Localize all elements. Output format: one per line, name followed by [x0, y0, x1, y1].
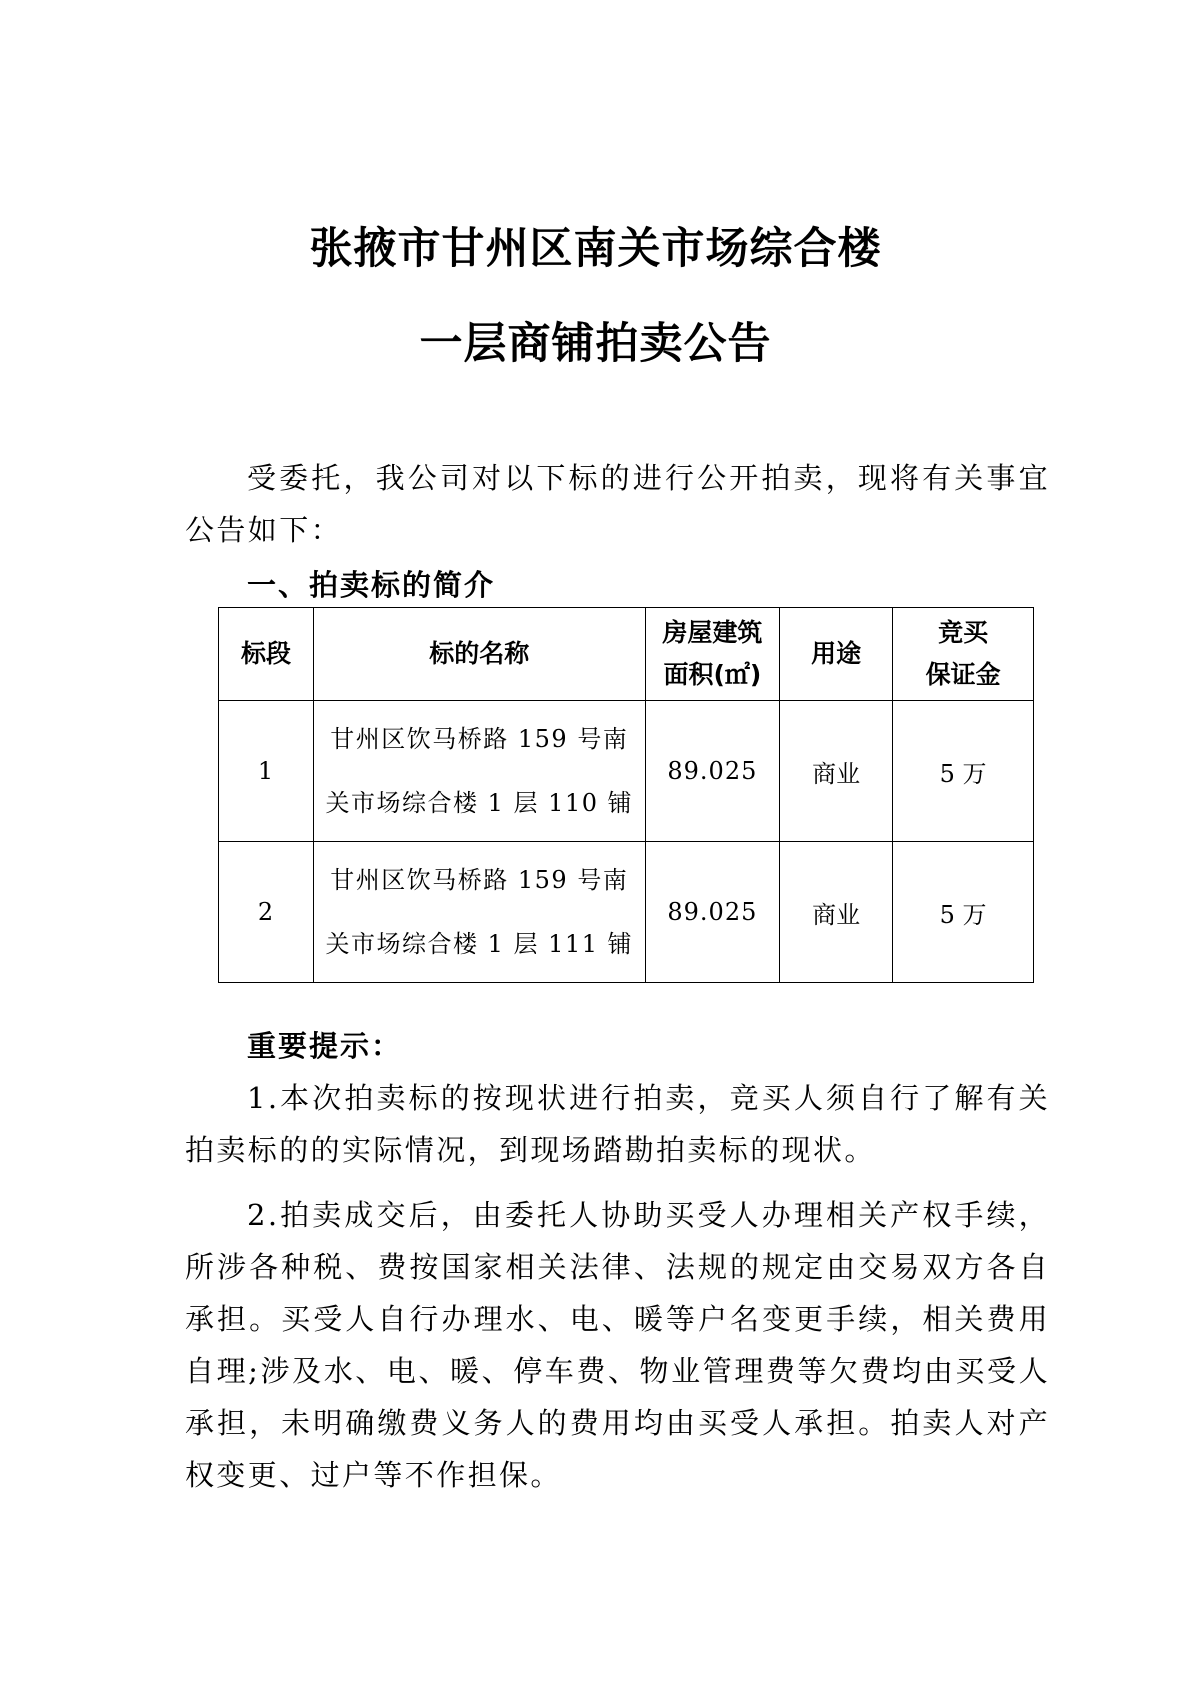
tip-paragraph-2: 2.拍卖成交后，由委托人协助买受人办理相关产权手续，所涉各种税、费按国家相关法律、法规的规定由交易双方各自承担。买受人自行办理水、电、暖等户名变更手续，相关费用自理;涉及水、电、暖、停车费、物业管理费等欠费均由买受人承担，未明确缴费义务人的费用均由买受人承担。拍卖人对产权变更、过户等不作担保。: [185, 1198, 1050, 1492]
intro-paragraph: 受委托，我公司对以下标的进行公开拍卖，现将有关事宜公告如下：: [185, 461, 1050, 547]
cell-deposit: 5 万: [893, 701, 1034, 842]
cell-name-line-1: 甘州区饮马桥路 159 号南: [330, 866, 629, 894]
cell-use: 商业: [780, 842, 893, 983]
cell-name-line-2: 关市场综合楼 1 层 110 铺: [325, 789, 634, 817]
header-area-line-2: 面积(㎡): [663, 660, 762, 689]
header-deposit: [893, 608, 1034, 701]
cell-name-line-2: 关市场综合楼 1 层 111 铺: [325, 930, 634, 958]
cell-lot: 1: [219, 701, 314, 842]
table-row: [219, 842, 1034, 983]
cell-name: [313, 842, 645, 983]
cell-area: 89.025: [645, 701, 779, 842]
header-deposit-line-2: 保证金: [925, 660, 1001, 689]
cell-use: 商业: [780, 701, 893, 842]
cell-lot: 2: [219, 842, 314, 983]
document-title-line-1: 张掖市甘州区南关市场综合楼: [309, 224, 882, 274]
header-area: [645, 608, 779, 701]
section-heading-lot-intro: 一、拍卖标的简介: [247, 568, 496, 602]
document-title-line-2: 一层商铺拍卖公告: [419, 319, 772, 369]
table-row: [219, 701, 1034, 842]
table-header-row: [219, 608, 1034, 701]
cell-area: 89.025: [645, 842, 779, 983]
cell-deposit: 5 万: [893, 842, 1034, 983]
header-name: 标的名称: [313, 608, 645, 701]
header-deposit-line-1: 竞买: [938, 618, 989, 647]
important-tips-heading: 重要提示：: [247, 1029, 403, 1063]
header-lot: 标段: [219, 608, 314, 701]
tip-paragraph-1: 1.本次拍卖标的按现状进行拍卖，竞买人须自行了解有关拍卖标的的实际情况，到现场踏勘拍卖标的现状。: [185, 1081, 1050, 1167]
header-use: 用途: [780, 608, 893, 701]
cell-name-line-1: 甘州区饮马桥路 159 号南: [330, 725, 629, 753]
cell-name: [313, 701, 645, 842]
header-area-line-1: 房屋建筑: [662, 618, 763, 647]
auction-lots-table: [218, 607, 1034, 983]
